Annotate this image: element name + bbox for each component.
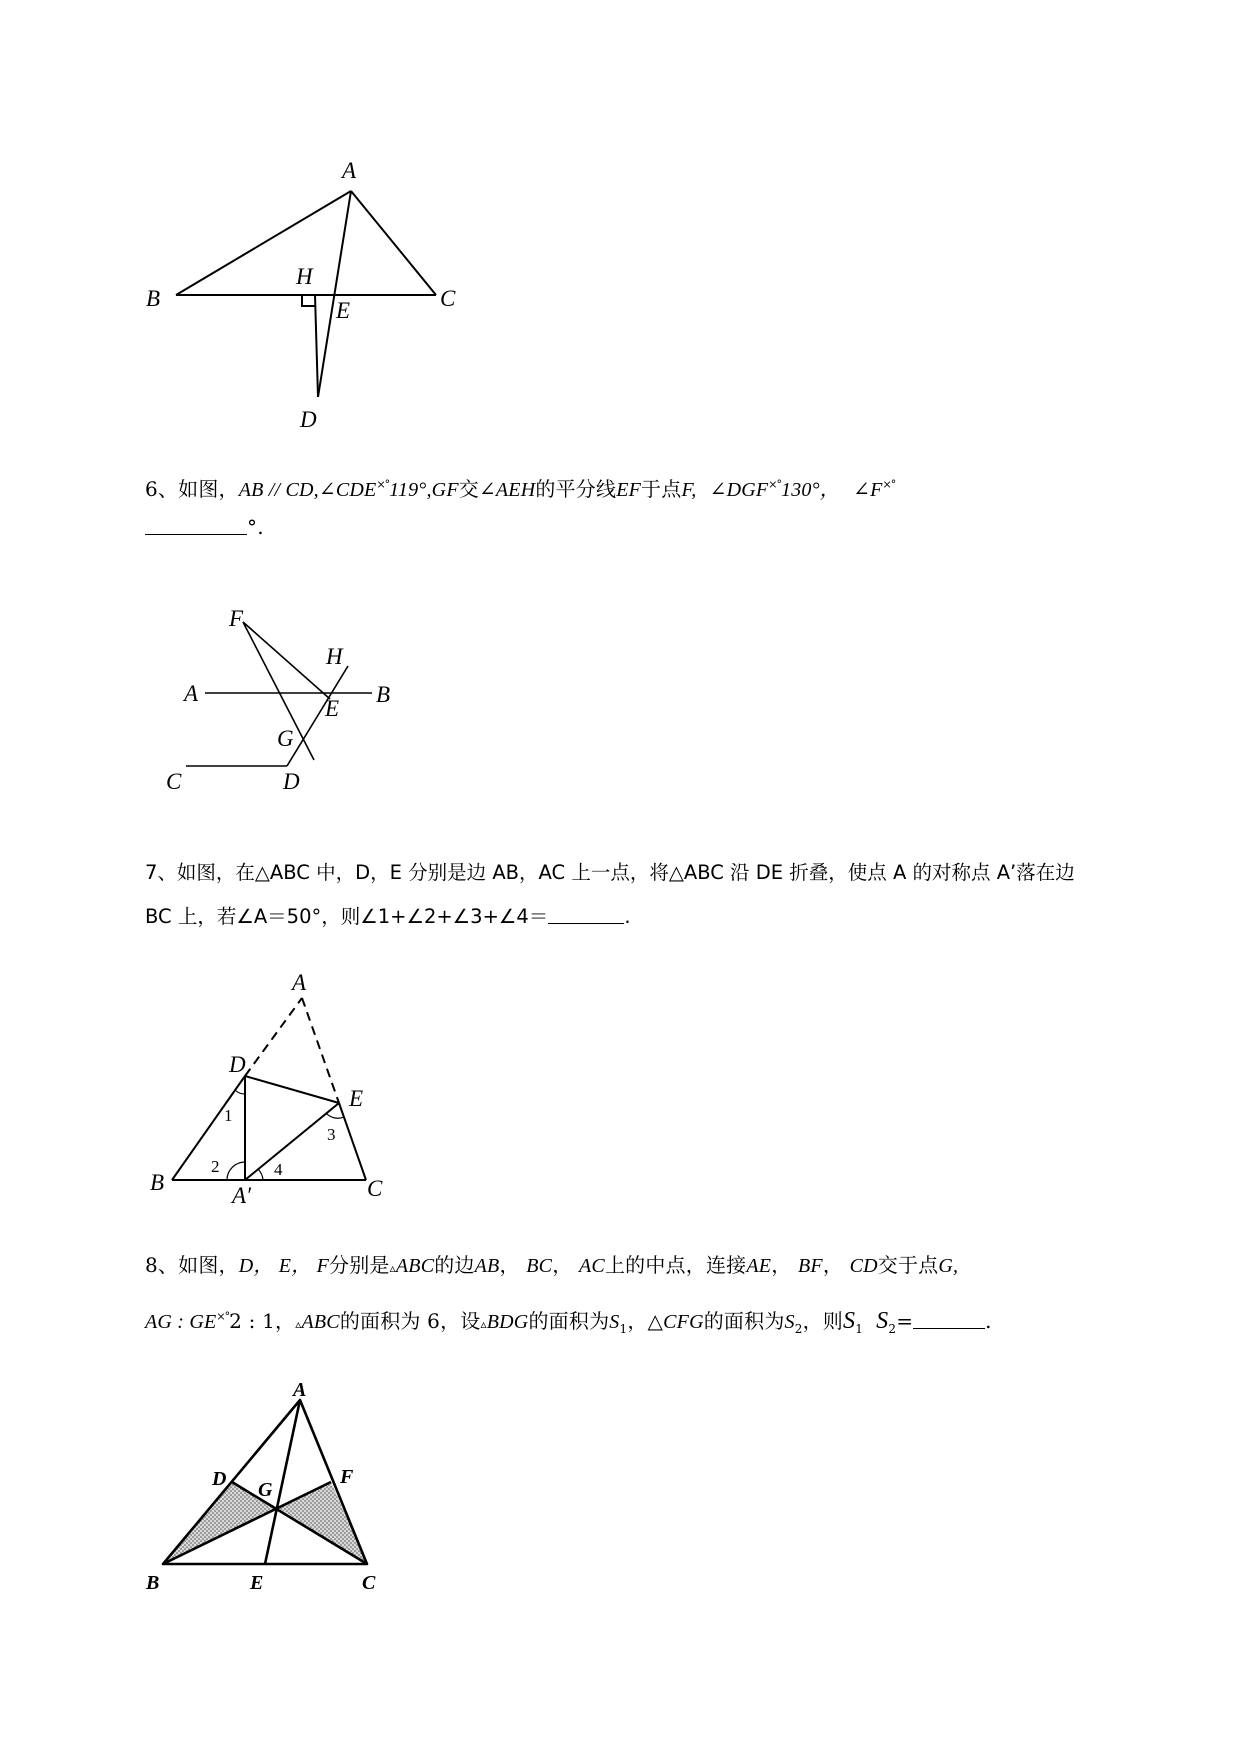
angle-1-label: 1	[224, 1106, 233, 1125]
question-8-line-2: AG : GE×°2 : 1，▵ABC的面积为 6，设▵BDG的面积为$S_1$，△CFG的面积为$S_2$，则$S_1$ $S_2=$ .	[145, 1308, 992, 1336]
answer-blank-q8[interactable]	[913, 1313, 985, 1329]
question-6-line-2: °.	[145, 516, 264, 538]
label-h: H	[326, 644, 343, 669]
question-7-line-1: 7、如图，在△ABC 中，D，E 分别是边 AB，AC 上一点，将△ABC 沿 DE 折叠，使点 A 的对称点 A’落在边	[145, 861, 1075, 884]
label-c: C	[367, 1176, 383, 1201]
label-d: D	[212, 1468, 227, 1490]
label-g: G	[277, 726, 294, 751]
angle-2-label: 2	[211, 1157, 220, 1176]
label-g: G	[258, 1479, 273, 1501]
label-c: C	[166, 769, 182, 794]
label-a: A	[292, 970, 307, 995]
label-a: A	[342, 158, 357, 183]
label-d: D	[229, 1052, 246, 1077]
label-e: E	[349, 1086, 364, 1111]
label-e: E	[336, 298, 351, 323]
label-b: B	[150, 1170, 165, 1195]
label-e: E	[325, 696, 340, 721]
label-e: E	[250, 1572, 264, 1594]
question-6-number: 6、	[145, 477, 179, 501]
label-a: A	[293, 1379, 307, 1401]
question-8-line-1: 8、如图，D， E， F分别是▵ABC的边AB， BC， AC上的中点，连接AE， BF， CD交于点G,	[145, 1253, 959, 1277]
answer-blank-q7[interactable]	[548, 908, 624, 924]
label-c: C	[440, 286, 456, 311]
label-f: F	[229, 606, 244, 631]
angle-4-label: 4	[274, 1160, 283, 1179]
label-a: A	[184, 681, 199, 706]
label-b: B	[146, 1572, 160, 1594]
label-c: C	[362, 1572, 376, 1594]
label-f: F	[340, 1466, 354, 1488]
label-d: D	[300, 407, 317, 432]
label-b: B	[376, 682, 391, 707]
label-a-prime: A′	[232, 1183, 252, 1208]
label-d: D	[283, 769, 300, 794]
angle-3-label: 3	[327, 1125, 336, 1144]
label-b: B	[146, 286, 161, 311]
question-7-line-2: BC 上，若∠A＝50°，则∠1+∠2+∠3+∠4＝ .	[145, 905, 631, 928]
label-h: H	[296, 264, 313, 289]
figure-q8-medians	[0, 0, 480, 1620]
question-6-line-1: 6、如图，AB // CD,∠CDE×°119°,GF交∠AEH的平分线EF于点F, ∠DGF×°130°， ∠F×°	[145, 477, 896, 501]
